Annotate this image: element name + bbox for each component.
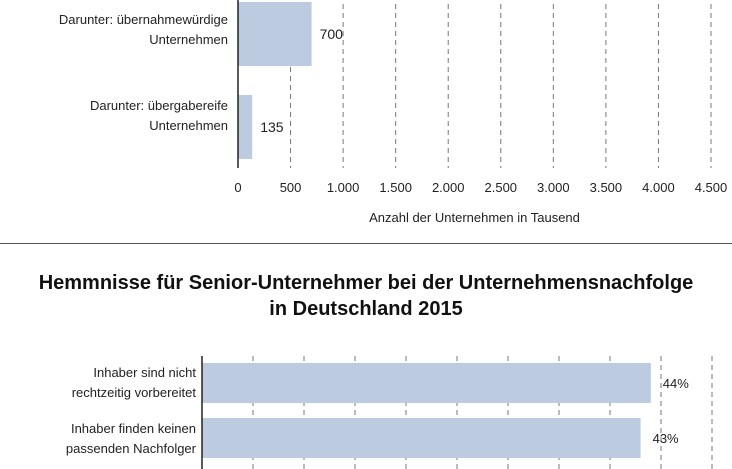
chart1-x-tick-label: 1.000 (326, 180, 360, 195)
chart2-category-2-line-2: passenden Nachfolger (65, 441, 196, 456)
chart1-x-tick-label: 3.500 (589, 180, 623, 195)
chart2-category-1-line-1: Inhaber sind nicht (93, 365, 196, 380)
chart2-value-label: 44% (662, 376, 689, 391)
chart1-category-2-line-2: Unternehmen (149, 118, 228, 133)
chart1-category-1-line-2: Unternehmen (149, 32, 228, 47)
chart1-x-tick-label: 1.500 (379, 180, 412, 195)
chart1-x-tick-label: 3.000 (537, 180, 570, 195)
chart1-value-label: 135 (260, 119, 284, 135)
chart1-x-tick-label: 4.500 (694, 180, 728, 195)
chart1-x-tick-label: 2.000 (431, 180, 465, 195)
chart2-title-line-1: Hemmnisse für Senior-Unternehmer bei der Unternehmensnachfolge (38, 272, 694, 294)
chart2-bar (202, 363, 651, 403)
chart1-x-tick-label: 0 (234, 180, 242, 195)
chart2-bar (202, 418, 641, 458)
chart1-bar (238, 95, 252, 159)
chart2-title-line-2: in Deutschland 2015 (269, 298, 463, 320)
chart1-value-label: 700 (319, 26, 343, 42)
chart2-category-1-line-2: rechtzeitig vorbereitet (71, 385, 196, 400)
chart1-x-tick-label: 500 (279, 180, 302, 195)
chart1-x-tick-label: 2.500 (484, 180, 518, 195)
chart1-x-tick-label: 4.000 (642, 180, 675, 195)
chart2-value-label: 43% (652, 431, 679, 446)
chart1-category-1-line-1: Darunter: übernahmewürdige (58, 12, 228, 27)
chart2-category-2-line-1: Inhaber finden keinen (70, 421, 196, 436)
chart1-x-axis-label: Anzahl der Unternehmen in Tausend (369, 210, 580, 225)
chart1-category-2-line-1: Darunter: übergabereife (89, 98, 228, 113)
chart1-bar (238, 2, 312, 66)
